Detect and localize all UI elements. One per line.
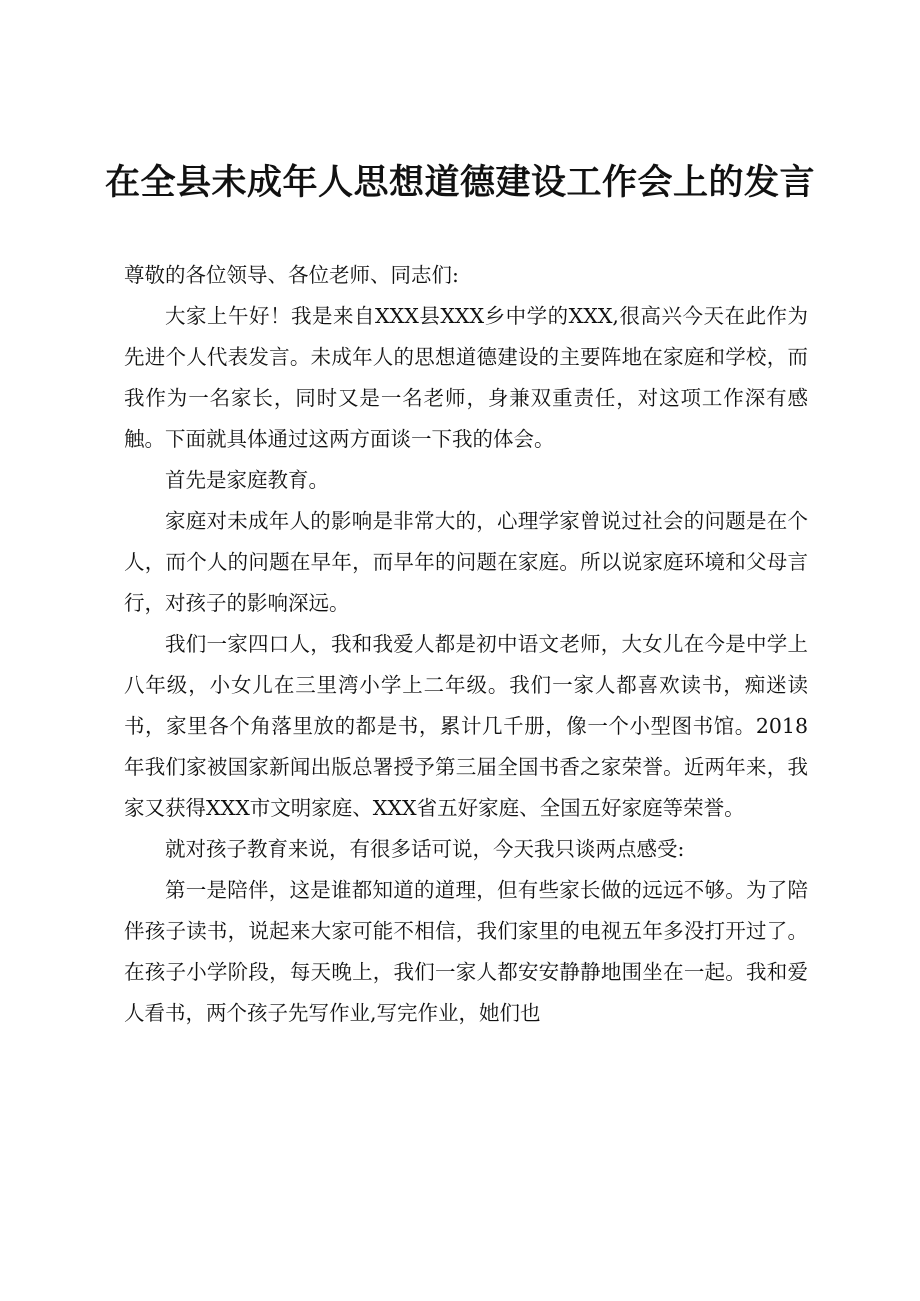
salutation: 尊敬的各位领导、各位老师、同志们: [124, 263, 459, 287]
document-body [124, 255, 808, 1034]
paragraph-family-introduction: 我们一家四口人，我和我爱人都是初中语文老师，大女儿在今是中学上八年级，小女儿在三里湾小学上二年级。我们一家人都喜欢读书，痴迷读书，家里各个角落里放的都是书，累计几千册，像一个小型图书馆。2018年我们家被国家新闻出版总署授予第三届全国书香之家荣誉。近两年来，我家又获得XXX市文明家庭、XXX省五好家庭、全国五好家庭等荣誉。 [124, 632, 808, 820]
paragraph-two-feelings: 就对孩子教育来说，有很多话可说，今天我只谈两点感受: [165, 837, 685, 861]
paragraph-greeting: 大家上午好！我是来自XXX县XXX乡中学的XXX,很高兴今天在此作为先进个人代表发言。未成年人的思想道德建设的主要阵地在家庭和学校，而我作为一名家长，同时又是一名老师，身兼双重责任，对这项工作深有感触。下面就具体通过这两方面谈一下我的体会。 [124, 304, 808, 451]
paragraph-companionship: 第一是陪伴，这是谁都知道的道理，但有些家长做的远远不够。为了陪伴孩子读书，说起来大家可能不相信，我们家里的电视五年多没打开过了。在孩子小学阶段，每天晚上，我们一家人都安安静静地围坐在一起。我和爱人看书，两个孩子先写作业,写完作业，她们也 [124, 878, 808, 1025]
paragraph-family-education-heading: 首先是家庭教育。 [165, 468, 329, 492]
document-title: 在全县未成年人思想道德建设工作会上的发言 [104, 163, 815, 203]
paragraph-family-influence: 家庭对未成年人的影响是非常大的，心理学家曾说过社会的问题是在个人，而个人的问题在早年，而早年的问题在家庭。所以说家庭环境和父母言行，对孩子的影响深远。 [124, 509, 808, 615]
